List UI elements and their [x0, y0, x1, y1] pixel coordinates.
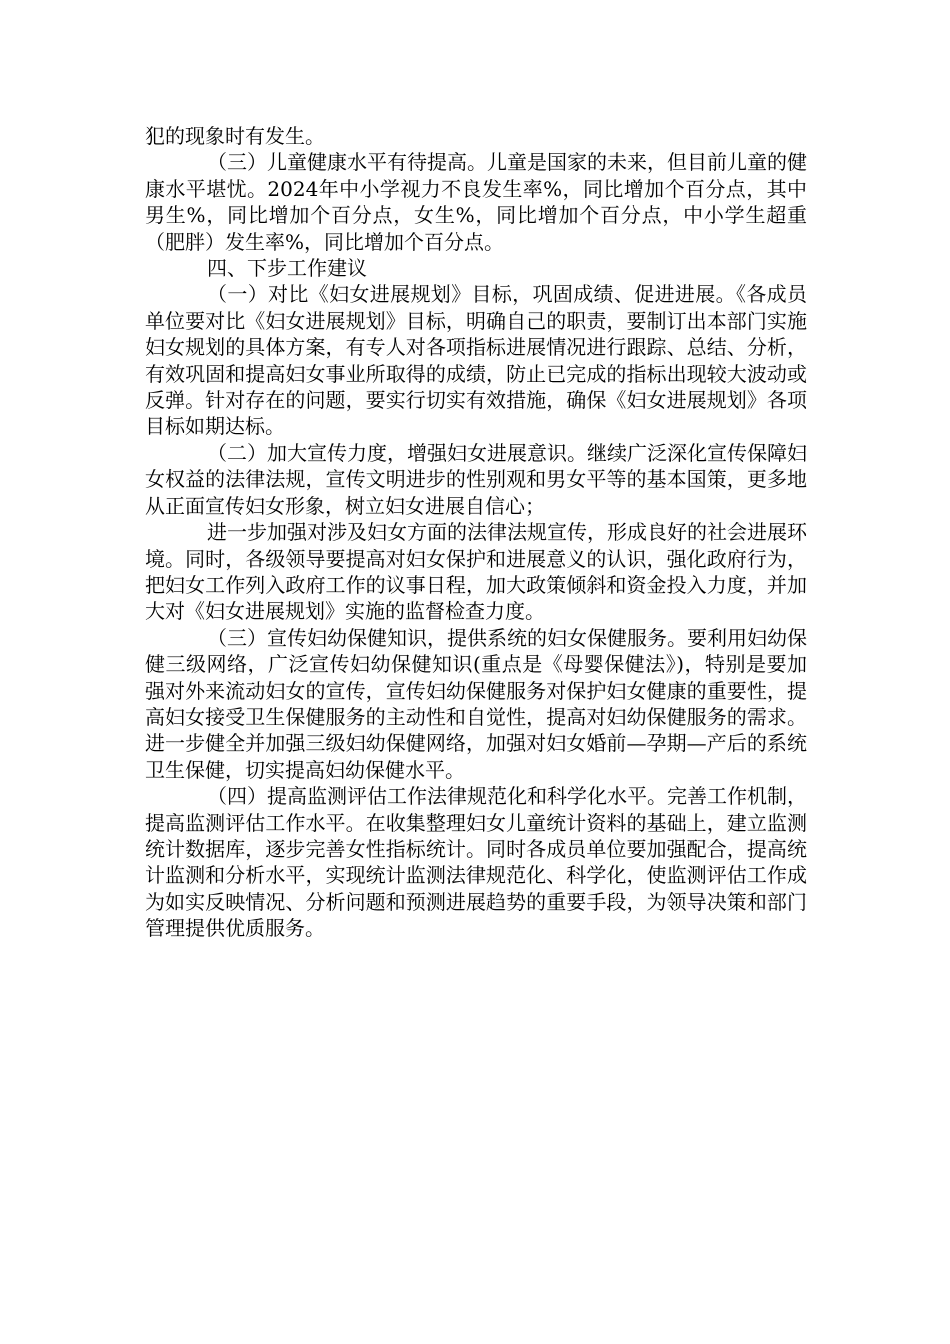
paragraph-recommendation-2: （二）加大宣传力度，增强妇女进展意识。继续广泛深化宣传保障妇女权益的法律法规，宣传文明进步的性别观和男女平等的基本国策，更多地从正面宣传妇女形象，树立妇女进展自信心；: [145, 440, 807, 518]
paragraph-children-health: （三）儿童健康水平有待提高。儿童是国家的未来，但目前儿童的健康水平堪忧。2024年中小学视力不良发生率%，同比增加个百分点，其中男生%，同比增加个百分点，女生%，同比增加个百分点，中小学生超重（肥胖）发生率%，同比增加个百分点。: [145, 150, 807, 254]
paragraph-recommendation-4: （四）提高监测评估工作法律规范化和科学化水平。完善工作机制，提高监测评估工作水平。在收集整理妇女儿童统计资料的基础上，建立监测统计数据库，逐步完善女性指标统计。同时各成员单位要加强配合，提高统计监测和分析水平，实现统计监测法律规范化、科学化，使监测评估工作成为如实反映情况、分析问题和预测进展趋势的重要手段，为领导决策和部门管理提供优质服务。: [145, 784, 807, 941]
paragraph-recommendation-2-continued: 进一步加强对涉及妇女方面的法律法规宣传，形成良好的社会进展环境。同时，各级领导要提高对妇女保护和进展意义的认识，强化政府行为，把妇女工作列入政府工作的议事日程，加大政策倾斜和资金投入力度，并加大对《妇女进展规划》实施的监督检查力度。: [145, 520, 807, 624]
paragraph-continuation: 犯的现象时有发生。: [145, 124, 325, 148]
paragraph-recommendation-1: （一）对比《妇女进展规划》目标，巩固成绩、促进进展。《各成员单位要对比《妇女进展规划》目标，明确自己的职责，要制订出本部门实施妇女规划的具体方案，有专人对各项指标进展情况进行跟踪、总结、分析，有效巩固和提高妇女事业所取得的成绩，防止已完成的指标出现较大波动或反弹。针对存在的问题，要实行切实有效措施，确保《妇女进展规划》各项目标如期达标。: [145, 282, 807, 439]
paragraph-recommendation-3: （三）宣传妇幼保健知识，提供系统的妇女保健服务。要利用妇幼保健三级网络，广泛宣传妇幼保健知识(重点是《母婴保健法》)，特别是要加强对外来流动妇女的宣传，宣传妇幼保健服务对保护妇女健康的重要性，提高妇女接受卫生保健服务的主动性和自觉性，提高对妇幼保健服务的需求。进一步健全并加强三级妇幼保健网络，加强对妇女婚前—孕期—产后的系统卫生保健，切实提高妇幼保健水平。: [145, 625, 807, 782]
section-heading-next-steps: 四、下步工作建议: [207, 256, 367, 281]
document-body: [145, 123, 807, 942]
